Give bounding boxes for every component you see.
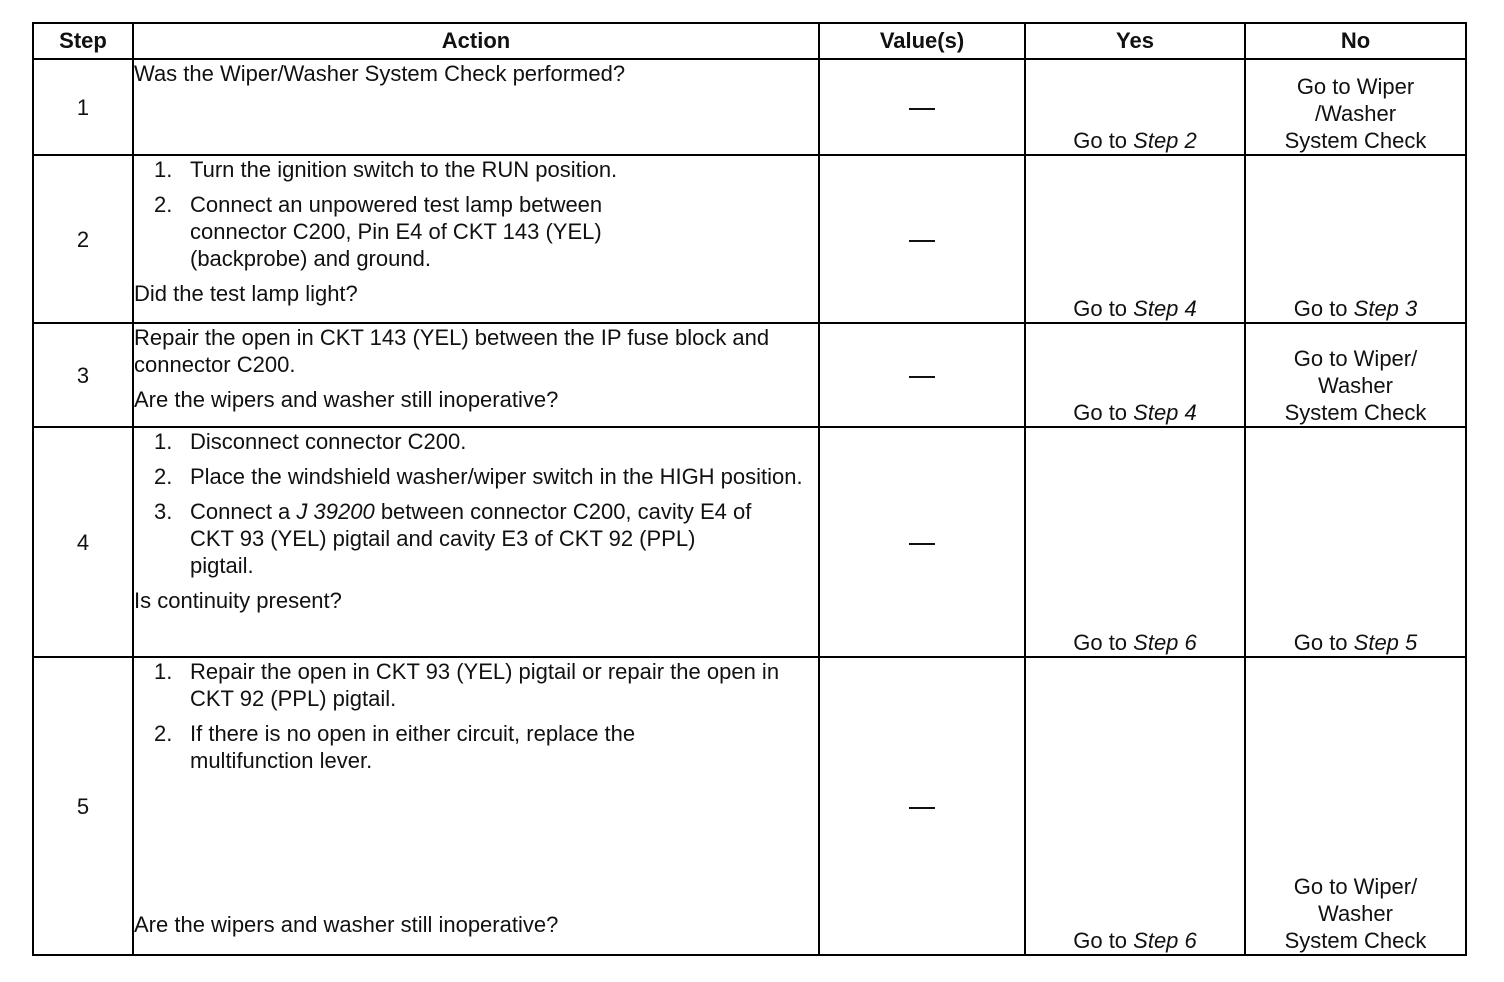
step-number: 4 bbox=[33, 427, 133, 657]
no-cell bbox=[1245, 657, 1466, 955]
step-number: 5 bbox=[33, 657, 133, 955]
no-cell bbox=[1245, 59, 1466, 155]
action-step-item bbox=[134, 463, 818, 490]
header-action: Action bbox=[133, 23, 819, 59]
yes-step-link: Step 6 bbox=[1133, 928, 1197, 953]
yes-prefix: Go to bbox=[1073, 928, 1134, 953]
yes-prefix: Go to bbox=[1073, 630, 1134, 655]
step-number: 3 bbox=[33, 323, 133, 427]
item-text-part: Connect a bbox=[190, 499, 297, 524]
action-cell bbox=[133, 59, 819, 155]
item-number: 1. bbox=[154, 659, 173, 684]
action-step-item bbox=[134, 428, 818, 455]
yes-cell bbox=[1025, 323, 1245, 427]
table-row bbox=[33, 155, 1466, 323]
no-line: Go to Wiper bbox=[1296, 74, 1415, 99]
item-text bbox=[190, 498, 760, 579]
no-line: System Check bbox=[1284, 400, 1427, 425]
no-line: Go to Wiper/ bbox=[1293, 874, 1418, 899]
action-step-item bbox=[134, 156, 818, 183]
no-line: Washer bbox=[1318, 373, 1393, 398]
action-question: Did the test lamp light? bbox=[134, 281, 358, 306]
action-step-item bbox=[134, 720, 818, 774]
item-number: 1. bbox=[154, 157, 173, 182]
no-line: Washer bbox=[1318, 901, 1393, 926]
step-number: 1 bbox=[33, 59, 133, 155]
value-cell bbox=[819, 59, 1025, 155]
table-row bbox=[33, 323, 1466, 427]
value-dash bbox=[909, 376, 935, 378]
yes-cell bbox=[1025, 657, 1245, 955]
yes-step-link: Step 4 bbox=[1133, 400, 1197, 425]
value-cell bbox=[819, 657, 1025, 955]
table-row bbox=[33, 657, 1466, 955]
item-text: Connect an unpowered test lamp between connector C200, Pin E4 of CKT 143 (YEL) (backprobe) and ground. bbox=[190, 192, 603, 271]
no-line: System Check bbox=[1284, 128, 1427, 153]
item-number: 1. bbox=[154, 429, 173, 454]
action-cell bbox=[133, 657, 819, 955]
action-instruction: Repair the open in CKT 143 (YEL) between the IP fuse block and connector C200. bbox=[134, 325, 770, 377]
table-row bbox=[33, 59, 1466, 155]
item-text: Repair the open in CKT 93 (YEL) pigtail or repair the open in CKT 92 (PPL) pigtail. bbox=[190, 659, 780, 711]
no-cell bbox=[1245, 323, 1466, 427]
no-prefix: Go to bbox=[1293, 296, 1354, 321]
no-step-link: Step 3 bbox=[1353, 296, 1418, 321]
action-steps bbox=[134, 428, 818, 579]
item-number: 2. bbox=[154, 464, 173, 489]
action-step-item bbox=[134, 498, 818, 579]
no-cell bbox=[1245, 427, 1466, 657]
yes-step-link: Step 6 bbox=[1133, 630, 1197, 655]
no-line: Go to Wiper/ bbox=[1293, 346, 1418, 371]
item-text: If there is no open in either circuit, replace the multifunction lever. bbox=[190, 721, 636, 773]
action-cell bbox=[133, 427, 819, 657]
action-question: Was the Wiper/Washer System Check performed? bbox=[134, 61, 626, 86]
value-cell bbox=[819, 155, 1025, 323]
no-line: System Check bbox=[1284, 928, 1427, 953]
action-step-item bbox=[134, 191, 818, 272]
step-number: 2 bbox=[33, 155, 133, 323]
value-cell bbox=[819, 323, 1025, 427]
header-step: Step bbox=[33, 23, 133, 59]
header-values: Value(s) bbox=[819, 23, 1025, 59]
yes-cell bbox=[1025, 59, 1245, 155]
yes-cell bbox=[1025, 427, 1245, 657]
item-number: 3. bbox=[154, 499, 173, 524]
item-number: 2. bbox=[154, 721, 173, 746]
action-cell bbox=[133, 155, 819, 323]
no-line: /Washer bbox=[1314, 101, 1397, 126]
yes-prefix: Go to bbox=[1073, 296, 1134, 321]
item-text: Disconnect connector C200. bbox=[190, 429, 467, 454]
diagnostic-table bbox=[32, 22, 1467, 956]
value-cell bbox=[819, 427, 1025, 657]
yes-cell bbox=[1025, 155, 1245, 323]
no-step-link: Step 5 bbox=[1353, 630, 1418, 655]
action-cell bbox=[133, 323, 819, 427]
tool-number: J 39200 bbox=[296, 499, 375, 524]
value-dash bbox=[909, 240, 935, 242]
action-step-item bbox=[134, 658, 818, 712]
action-body bbox=[134, 658, 818, 938]
yes-prefix: Go to bbox=[1073, 128, 1134, 153]
item-number: 2. bbox=[154, 192, 173, 217]
action-question: Are the wipers and washer still inoperative? bbox=[134, 387, 559, 412]
yes-prefix: Go to bbox=[1073, 400, 1134, 425]
action-steps bbox=[134, 658, 818, 782]
header-yes: Yes bbox=[1025, 23, 1245, 59]
no-cell bbox=[1245, 155, 1466, 323]
value-dash bbox=[909, 543, 935, 545]
action-question: Are the wipers and washer still inoperative? bbox=[134, 912, 559, 937]
header-no: No bbox=[1245, 23, 1466, 59]
yes-step-link: Step 2 bbox=[1133, 128, 1197, 153]
action-question: Is continuity present? bbox=[134, 588, 342, 613]
yes-step-link: Step 4 bbox=[1133, 296, 1197, 321]
item-text: Turn the ignition switch to the RUN position. bbox=[190, 157, 618, 182]
table-row bbox=[33, 427, 1466, 657]
no-prefix: Go to bbox=[1293, 630, 1354, 655]
value-dash bbox=[909, 108, 935, 110]
item-text: Place the windshield washer/wiper switch in the HIGH position. bbox=[190, 464, 803, 489]
header-row bbox=[33, 23, 1466, 59]
item-text-part: between connector C200, cavity E4 of CKT 93 (YEL) pigtail and cavity E3 of CKT 92 (PPL) pigtail. bbox=[190, 499, 752, 578]
value-dash bbox=[909, 807, 935, 809]
action-steps bbox=[134, 156, 818, 272]
